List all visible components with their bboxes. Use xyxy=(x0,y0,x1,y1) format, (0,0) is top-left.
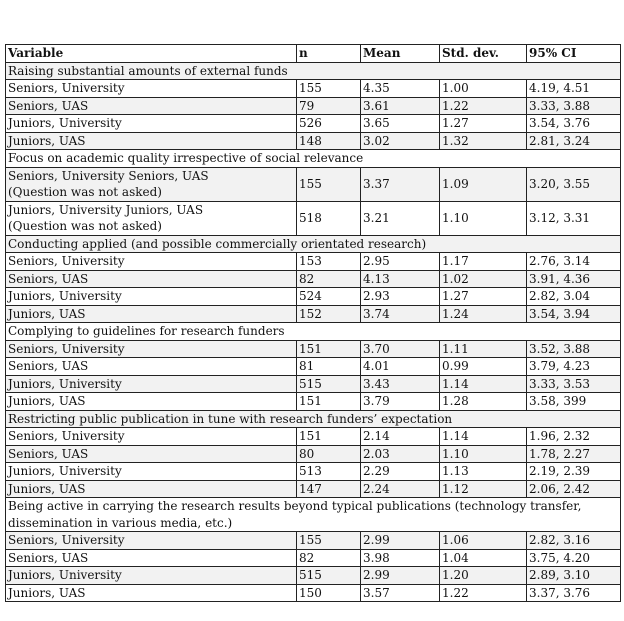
n-cell: 515 xyxy=(297,567,361,585)
section-row xyxy=(6,150,621,168)
ci-cell: 2.81, 3.24 xyxy=(527,132,621,150)
section-title: Being active in carrying the research results beyond typical publications (technology transfer, dissemination in various media, etc.) xyxy=(6,498,621,532)
mean-cell: 3.37 xyxy=(361,167,440,201)
n-cell: 153 xyxy=(297,253,361,271)
variable-cell: Seniors, University xyxy=(6,253,297,271)
table-row xyxy=(6,97,621,115)
n-cell: 80 xyxy=(297,445,361,463)
n-cell: 152 xyxy=(297,305,361,323)
ci-cell: 3.52, 3.88 xyxy=(527,340,621,358)
ci-cell: 1.96, 2.32 xyxy=(527,428,621,446)
section-title: Complying to guidelines for research funders xyxy=(6,323,621,341)
table-row xyxy=(6,463,621,481)
std-dev-cell: 1.22 xyxy=(440,97,527,115)
header-mean: Mean xyxy=(361,45,440,63)
std-dev-cell: 1.24 xyxy=(440,305,527,323)
table-row xyxy=(6,532,621,550)
std-dev-cell: 1.09 xyxy=(440,167,527,201)
n-cell: 81 xyxy=(297,358,361,376)
ci-cell: 3.91, 4.36 xyxy=(527,270,621,288)
std-dev-cell: 1.20 xyxy=(440,567,527,585)
mean-cell: 3.43 xyxy=(361,375,440,393)
table-row xyxy=(6,428,621,446)
ci-cell: 2.82, 3.04 xyxy=(527,288,621,306)
section-row xyxy=(6,235,621,253)
table-row xyxy=(6,340,621,358)
variable-cell: Seniors, University xyxy=(6,340,297,358)
table-row xyxy=(6,201,621,235)
ci-cell: 4.19, 4.51 xyxy=(527,80,621,98)
variable-cell: Juniors, University xyxy=(6,288,297,306)
n-cell: 524 xyxy=(297,288,361,306)
n-cell: 155 xyxy=(297,167,361,201)
ci-cell: 2.82, 3.16 xyxy=(527,532,621,550)
mean-cell: 2.14 xyxy=(361,428,440,446)
ci-cell: 3.37, 3.76 xyxy=(527,584,621,602)
variable-cell: Seniors, University xyxy=(6,532,297,550)
mean-cell: 2.24 xyxy=(361,480,440,498)
mean-cell: 2.99 xyxy=(361,532,440,550)
variable-cell: Juniors, University xyxy=(6,463,297,481)
header-variable: Variable xyxy=(6,45,297,63)
table-row xyxy=(6,115,621,133)
header-ci: 95% CI xyxy=(527,45,621,63)
n-cell: 513 xyxy=(297,463,361,481)
variable-cell: Seniors, UAS xyxy=(6,445,297,463)
variable-cell: Juniors, UAS xyxy=(6,584,297,602)
ci-cell: 2.76, 3.14 xyxy=(527,253,621,271)
ci-cell: 3.33, 3.53 xyxy=(527,375,621,393)
table-row xyxy=(6,358,621,376)
table-row xyxy=(6,80,621,98)
variable-cell: Juniors, University xyxy=(6,375,297,393)
mean-cell: 3.98 xyxy=(361,549,440,567)
ci-cell: 3.12, 3.31 xyxy=(527,201,621,235)
std-dev-cell: 1.14 xyxy=(440,375,527,393)
ci-cell: 3.20, 3.55 xyxy=(527,167,621,201)
results-table xyxy=(5,44,621,602)
ci-cell: 3.54, 3.76 xyxy=(527,115,621,133)
variable-cell: Seniors, University Seniors, UAS (Question was not asked) xyxy=(6,167,297,201)
n-cell: 150 xyxy=(297,584,361,602)
n-cell: 526 xyxy=(297,115,361,133)
n-cell: 518 xyxy=(297,201,361,235)
variable-cell: Juniors, UAS xyxy=(6,132,297,150)
header-n: n xyxy=(297,45,361,63)
section-title: Focus on academic quality irrespective of social relevance xyxy=(6,150,621,168)
section-title: Conducting applied (and possible commercially orientated research) xyxy=(6,235,621,253)
n-cell: 82 xyxy=(297,270,361,288)
mean-cell: 2.93 xyxy=(361,288,440,306)
ci-cell: 3.33, 3.88 xyxy=(527,97,621,115)
ci-cell: 3.58, 399 xyxy=(527,393,621,411)
header-std-dev: Std. dev. xyxy=(440,45,527,63)
table-row xyxy=(6,567,621,585)
mean-cell: 4.35 xyxy=(361,80,440,98)
variable-cell: Seniors, University xyxy=(6,428,297,446)
std-dev-cell: 1.12 xyxy=(440,480,527,498)
ci-cell: 2.89, 3.10 xyxy=(527,567,621,585)
variable-cell: Juniors, UAS xyxy=(6,393,297,411)
std-dev-cell: 1.04 xyxy=(440,549,527,567)
variable-cell: Seniors, UAS xyxy=(6,358,297,376)
std-dev-cell: 1.02 xyxy=(440,270,527,288)
std-dev-cell: 1.27 xyxy=(440,288,527,306)
table-row xyxy=(6,132,621,150)
ci-cell: 3.54, 3.94 xyxy=(527,305,621,323)
mean-cell: 3.70 xyxy=(361,340,440,358)
section-row xyxy=(6,410,621,428)
variable-cell: Seniors, University xyxy=(6,80,297,98)
n-cell: 79 xyxy=(297,97,361,115)
std-dev-cell: 1.17 xyxy=(440,253,527,271)
mean-cell: 2.95 xyxy=(361,253,440,271)
std-dev-cell: 1.06 xyxy=(440,532,527,550)
ci-cell: 2.06, 2.42 xyxy=(527,480,621,498)
mean-cell: 2.03 xyxy=(361,445,440,463)
section-title: Restricting public publication in tune with research funders’ expectation xyxy=(6,410,621,428)
std-dev-cell: 1.28 xyxy=(440,393,527,411)
variable-cell: Seniors, UAS xyxy=(6,97,297,115)
variable-cell: Juniors, UAS xyxy=(6,480,297,498)
table-row xyxy=(6,305,621,323)
mean-cell: 3.21 xyxy=(361,201,440,235)
ci-cell: 1.78, 2.27 xyxy=(527,445,621,463)
std-dev-cell: 1.00 xyxy=(440,80,527,98)
mean-cell: 4.01 xyxy=(361,358,440,376)
std-dev-cell: 1.14 xyxy=(440,428,527,446)
n-cell: 515 xyxy=(297,375,361,393)
variable-cell: Seniors, UAS xyxy=(6,549,297,567)
n-cell: 151 xyxy=(297,340,361,358)
table-row xyxy=(6,445,621,463)
mean-cell: 3.57 xyxy=(361,584,440,602)
variable-cell: Juniors, UAS xyxy=(6,305,297,323)
n-cell: 147 xyxy=(297,480,361,498)
variable-cell: Juniors, University xyxy=(6,115,297,133)
table-row xyxy=(6,253,621,271)
variable-cell: Juniors, University Juniors, UAS (Question was not asked) xyxy=(6,201,297,235)
header-row xyxy=(6,45,621,63)
section-row xyxy=(6,323,621,341)
std-dev-cell: 1.22 xyxy=(440,584,527,602)
section-row xyxy=(6,498,621,532)
mean-cell: 3.02 xyxy=(361,132,440,150)
mean-cell: 4.13 xyxy=(361,270,440,288)
std-dev-cell: 1.10 xyxy=(440,201,527,235)
n-cell: 151 xyxy=(297,393,361,411)
ci-cell: 3.79, 4.23 xyxy=(527,358,621,376)
mean-cell: 3.79 xyxy=(361,393,440,411)
variable-cell: Juniors, University xyxy=(6,567,297,585)
mean-cell: 3.61 xyxy=(361,97,440,115)
std-dev-cell: 0.99 xyxy=(440,358,527,376)
n-cell: 155 xyxy=(297,532,361,550)
n-cell: 151 xyxy=(297,428,361,446)
table-row xyxy=(6,288,621,306)
std-dev-cell: 1.11 xyxy=(440,340,527,358)
table-row xyxy=(6,549,621,567)
table-row xyxy=(6,480,621,498)
table-row xyxy=(6,584,621,602)
table-row xyxy=(6,167,621,201)
std-dev-cell: 1.32 xyxy=(440,132,527,150)
n-cell: 155 xyxy=(297,80,361,98)
n-cell: 82 xyxy=(297,549,361,567)
std-dev-cell: 1.13 xyxy=(440,463,527,481)
table-row xyxy=(6,270,621,288)
section-title: Raising substantial amounts of external funds xyxy=(6,62,621,80)
n-cell: 148 xyxy=(297,132,361,150)
mean-cell: 2.99 xyxy=(361,567,440,585)
table-row xyxy=(6,375,621,393)
ci-cell: 3.75, 4.20 xyxy=(527,549,621,567)
std-dev-cell: 1.10 xyxy=(440,445,527,463)
mean-cell: 2.29 xyxy=(361,463,440,481)
mean-cell: 3.65 xyxy=(361,115,440,133)
ci-cell: 2.19, 2.39 xyxy=(527,463,621,481)
mean-cell: 3.74 xyxy=(361,305,440,323)
variable-cell: Seniors, UAS xyxy=(6,270,297,288)
table-row xyxy=(6,393,621,411)
std-dev-cell: 1.27 xyxy=(440,115,527,133)
section-row xyxy=(6,62,621,80)
